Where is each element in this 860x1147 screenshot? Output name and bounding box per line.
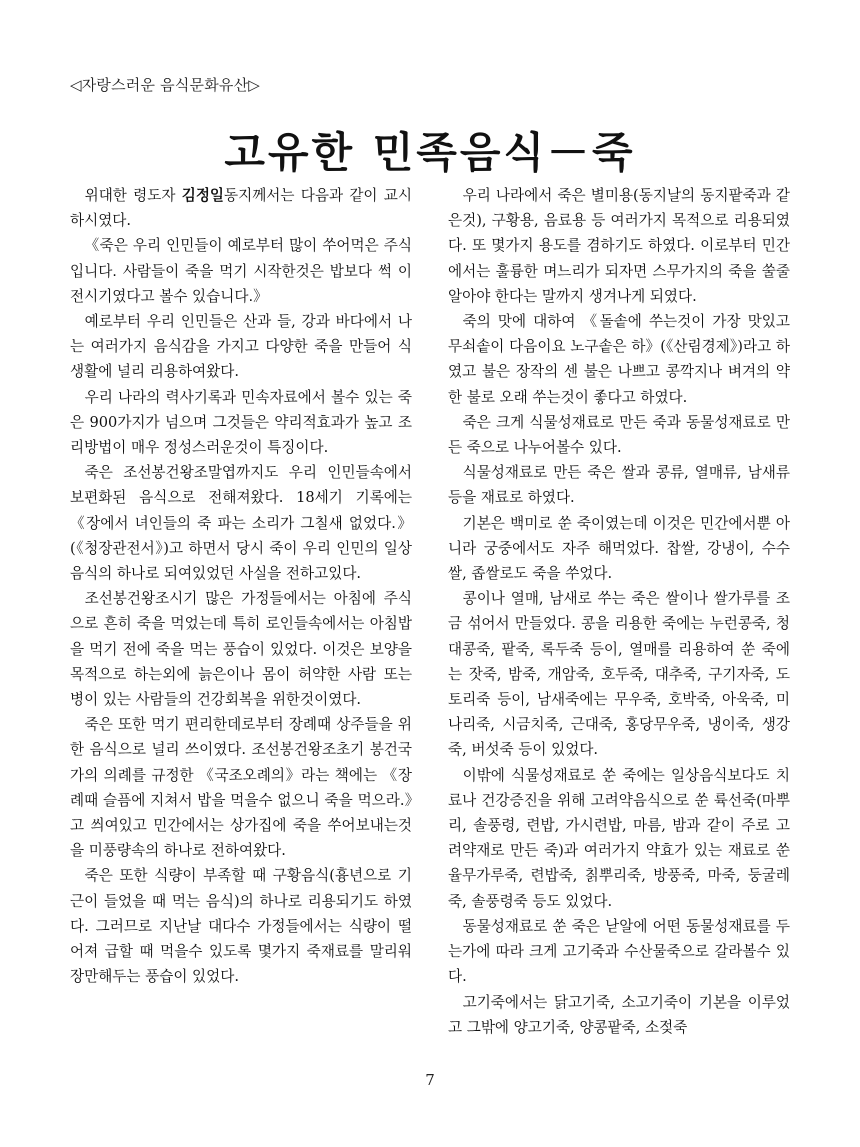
paragraph: 동물성재료로 쑨 죽은 낟알에 어떤 동물성재료를 두는가에 따라 크게 고기죽과 수산물죽으로 갈라볼수 있다. xyxy=(448,917,790,986)
paragraph: 이밖에 식물성재료로 쑨 죽에는 일상음식보다도 치료나 건강증진을 위해 고려약음식으로 쑨 륙선죽(마뿌리, 솔풍령, 련밥, 가시련밥, 마름, 밤과 같이 주로 고려약재로 만든 죽)과 여러가지 약효가 있는 재료로 쑨 율무가루죽, 련밥죽, 칡뿌리죽, 방풍죽, 마죽, 둥굴레죽, 솔풍령죽 등도 있었다. xyxy=(448,766,790,910)
paragraph: 죽의 맛에 대하여 《돌솥에 쑤는것이 가장 맛있고 무쇠솥이 다음이요 노구솥은 하》(《산림경제》)라고 하였고 불은 장작의 센 불은 나쁘고 콩깍지나 벼겨의 약한 불로 오래 쑤는것이 좋다고 하였다. xyxy=(448,313,790,406)
paragraph: 죽은 크게 식물성재료로 만든 죽과 동물성재료로 만든 죽으로 나누어볼수 있다. xyxy=(448,413,790,457)
intro-text-a: 위대한 령도자 xyxy=(84,187,182,204)
paragraph: 우리 나라에서 죽은 별미용(동지날의 동지팥죽과 같은것), 구황용, 음료용 등 여러가지 목적으로 리용되였다. 또 몇가지 용도를 겸하기도 하였다. 이로부터 민간에서는 훌륭한 며느리가 되자면 스무가지의 죽을 쑬줄 알아야 한다는 말까지 생겨나게 되였다. xyxy=(448,187,790,305)
left-column xyxy=(70,183,412,990)
paragraph: 죽은 또한 먹기 편리한데로부터 장례때 상주들을 위한 음식으로 널리 쓰이였다. 조선봉건왕조초기 봉건국가의 의례를 규정한 《국조오례의》라는 책에는 《장례때 슬픔에 지쳐서 밥을 먹을수 없으니 죽을 먹으라.》고 씌여있고 민간에서는 상가집에 죽을 쑤어보내는것을 미풍량속의 하나로 전하여왔다. xyxy=(70,716,412,860)
article-title: 고유한 민족음식－죽 xyxy=(224,128,636,177)
intro-text-b: 동지께서는 다음과 같이 교시하시였다. xyxy=(70,187,412,230)
paragraph: 죽은 조선봉건왕조말엽까지도 우리 인민들속에서 보편화된 음식으로 전해져왔다. 18세기 기록에는 《장에서 녀인들의 죽 파는 소리가 그칠새 없었다.》(《청장관전서》)고 하면서 당시 죽이 우리 인민의 일상음식의 하나로 되여있었던 사실을 전하고있다. xyxy=(70,464,412,583)
paragraph: 기본은 백미로 쑨 죽이였는데 이것은 민간에서뿐 아니라 궁중에서도 자주 해먹었다. 찹쌀, 강냉이, 수수쌀, 좁쌀로도 죽을 쑤었다. xyxy=(448,514,790,583)
quote-paragraph: 《죽은 우리 인민들이 예로부터 많이 쑤어먹은 주식입니다. 사람들이 죽을 먹기 시작한것은 밥보다 썩 이전시기였다고 볼수 있습니다.》 xyxy=(70,237,412,305)
intro-paragraph xyxy=(70,183,412,233)
paragraph: 고기죽에서는 닭고기죽, 소고기죽이 기본을 이루었고 그밖에 양고기죽, 양콩팥죽, 소젖죽 xyxy=(448,993,790,1036)
paragraph: 식물성재료로 만든 죽은 쌀과 콩류, 열매류, 남새류 등을 재료로 하였다. xyxy=(448,464,790,507)
paragraph: 죽은 또한 식량이 부족할 때 구황음식(흉년으로 기근이 들었을 때 먹는 음식)의 하나로 리용되기도 하였다. 그러므로 지난날 대다수 가정들에서는 식량이 떨어져 급할 때 먹을수 있도록 몇가지 죽재료를 말리워 장만해두는 풍습이 있었다. xyxy=(70,867,412,986)
right-column xyxy=(448,183,790,1040)
series-heading: ◁자랑스러운 음식문화유산▷ xyxy=(70,76,261,94)
page-number: 7 xyxy=(425,1071,435,1089)
paragraph: 우리 나라의 력사기록과 민속자료에서 볼수 있는 죽은 900가지가 넘으며 그것들은 약리적효과가 높고 조리방법이 매우 정성스러운것이 특징이다. xyxy=(70,388,412,457)
paragraph: 조선봉건왕조시기 많은 가정들에서는 아침에 주식으로 흔히 죽을 먹었는데 특히 로인들속에서는 아침밥을 먹기 전에 죽을 먹는 풍습이 있었다. 이것은 보양을 목적으로 하는외에 늙은이나 몸이 허약한 사람 또는 병이 있는 사람들의 건강회복을 위한것이였다. xyxy=(70,590,412,709)
paragraph: 예로부터 우리 인민들은 산과 들, 강과 바다에서 나는 여러가지 음식감을 가지고 다양한 죽을 만들어 식생활에 널리 리용하여왔다. xyxy=(70,313,412,381)
leader-name: 김정일 xyxy=(181,187,225,204)
paragraph: 콩이나 열매, 남새로 쑤는 죽은 쌀이나 쌀가루를 조금 섞어서 만들었다. 콩을 리용한 죽에는 누런콩죽, 청대콩죽, 팥죽, 록두죽 등이, 열매를 리용하여 쑨 죽에는 잣죽, 밤죽, 개암죽, 호두죽, 대추죽, 구기자죽, 도토리죽 등이, 남새죽에는 무우죽, 호박죽, 아욱죽, 미나리죽, 시금치죽, 근대죽, 홍당무우죽, 냉이죽, 생강죽, 버섯죽 등이 있었다. xyxy=(448,590,790,759)
